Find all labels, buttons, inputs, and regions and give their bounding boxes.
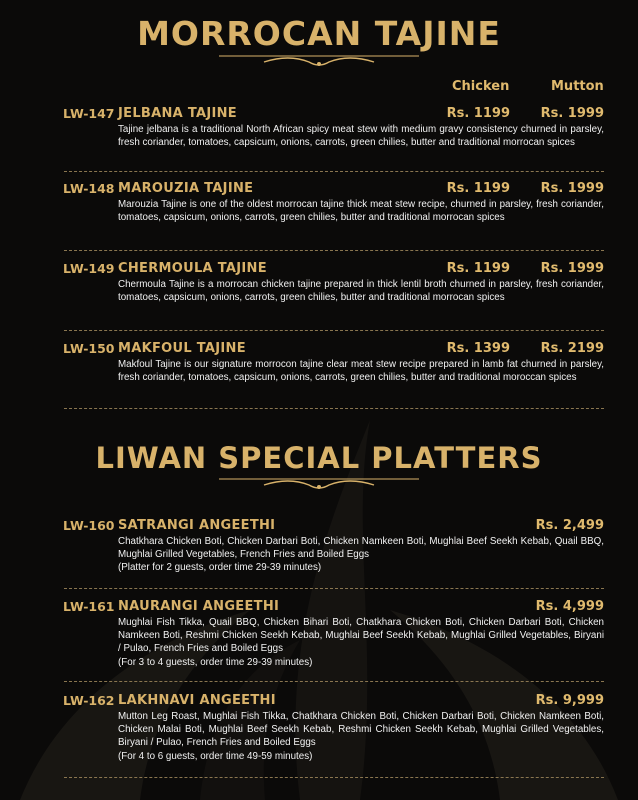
item-price: Rs. 9,999 (535, 693, 604, 708)
price-chicken: Rs. 1199 (446, 106, 510, 121)
item-code: LW-148 (63, 181, 115, 196)
item-contents: Mutton Leg Roast, Mughlai Fish Tikka, Chatkhara Chicken Boti, Chicken Darbari Boti, Chicken Namkeen Boti, Chicken Malai Boti, Mughlai Beef Seekh Kebab, Reshmi Chicken Seekh Kebab, Mughlai Grilled Vegetables, Biryani / Pulao, French Fries and Boiled Eggs (118, 711, 604, 749)
item-name: SATRANGI ANGEETHI (118, 518, 276, 533)
price-chicken: Rs. 1399 (446, 341, 510, 356)
price-mutton: Rs. 1999 (540, 181, 604, 196)
section-title-morrocan-tajine: MORROCAN TAJINE (137, 14, 501, 53)
item-name: LAKHNAVI ANGEETHI (118, 693, 276, 708)
item-name: MAROUZIA TAJINE (118, 181, 254, 196)
item-code: LW-160 (63, 518, 115, 533)
dashed-divider (64, 777, 604, 778)
dashed-divider (64, 171, 604, 172)
item-code: LW-161 (63, 599, 115, 614)
gold-ornament-divider (219, 475, 419, 495)
item-description: Marouzia Tajine is one of the oldest morrocan tajine thick meat stew recipe, churned in parsley, fresh coriander, tomatoes, capsicum, onions, carrots, green chilies, butter and traditional morrocan spices (118, 199, 604, 224)
item-name: NAURANGI ANGEETHI (118, 599, 280, 614)
item-name: JELBANA TAJINE (118, 106, 237, 121)
dashed-divider (64, 408, 604, 409)
price-mutton: Rs. 1999 (540, 261, 604, 276)
dashed-divider (64, 250, 604, 251)
item-price: Rs. 4,999 (535, 599, 604, 614)
dashed-divider (64, 588, 604, 589)
item-contents: Mughlai Fish Tikka, Quail BBQ, Chicken Bihari Boti, Chatkhara Chicken Boti, Chicken Darbari Boti, Chicken Namkeen Boti, Reshmi Chicken Seekh Kebab, Mughlai Beef Seekh Kebab, Mughlai Grilled Vegetables, Biryani / Pulao, French Fries and Boiled Eggs (118, 617, 604, 655)
item-description (118, 535, 604, 575)
item-description: Tajine jelbana is a traditional North African spicy meat stew with medium gravy consistency churned in parsley, fresh coriander, tomatoes, capsicum, onions, carrots, green chilies, butter and traditional morrocan spices (118, 124, 604, 149)
gold-ornament-divider (219, 52, 419, 72)
item-contents: Chatkhara Chicken Boti, Chicken Darbari Boti, Chicken Namkeen Boti, Mughlai Beef Seekh Kebab, Quail BBQ, Mughlai Grilled Vegetables, French Fries and Boiled Eggs (118, 536, 604, 561)
dashed-divider (64, 681, 604, 682)
item-note: (For 4 to 6 guests, order time 49-59 minutes) (118, 750, 313, 762)
price-chicken: Rs. 1199 (446, 181, 510, 196)
price-mutton: Rs. 1999 (540, 106, 604, 121)
item-code: LW-162 (63, 693, 115, 708)
item-code: LW-147 (63, 106, 115, 121)
item-name: MAKFOUL TAJINE (118, 341, 246, 356)
item-description (118, 710, 604, 763)
price-chicken: Rs. 1199 (446, 261, 510, 276)
column-header-chicken: Chicken (452, 79, 510, 94)
column-header-mutton: Mutton (551, 79, 604, 94)
price-mutton: Rs. 2199 (540, 341, 604, 356)
item-note: (Platter for 2 guests, order time 29-39 minutes) (118, 562, 322, 574)
item-description: Makfoul Tajine is our signature morrocon tajine clear meat stew recipe prepared in lamb fat churned in parsley, fresh coriander, tomatoes, capsicum, onions, carrots, green chilies, butter and traditional moroccan spices (118, 359, 604, 384)
section-title-liwan-special-platters: LIWAN SPECIAL PLATTERS (95, 441, 543, 475)
item-note: (For 3 to 4 guests, order time 29-39 minutes) (118, 656, 313, 668)
item-code: LW-149 (63, 261, 115, 276)
item-code: LW-150 (63, 341, 115, 356)
item-price: Rs. 2,499 (535, 518, 604, 533)
item-description (118, 616, 604, 669)
dashed-divider (64, 330, 604, 331)
item-name: CHERMOULA TAJINE (118, 261, 267, 276)
item-description: Chermoula Tajine is a morrocan chicken tajine prepared in thick lentil broth churned in parsley, fresh coriander, tomatoes, capsicum, onions, carrots, green chilies, butter and traditional morrocan spices (118, 279, 604, 304)
